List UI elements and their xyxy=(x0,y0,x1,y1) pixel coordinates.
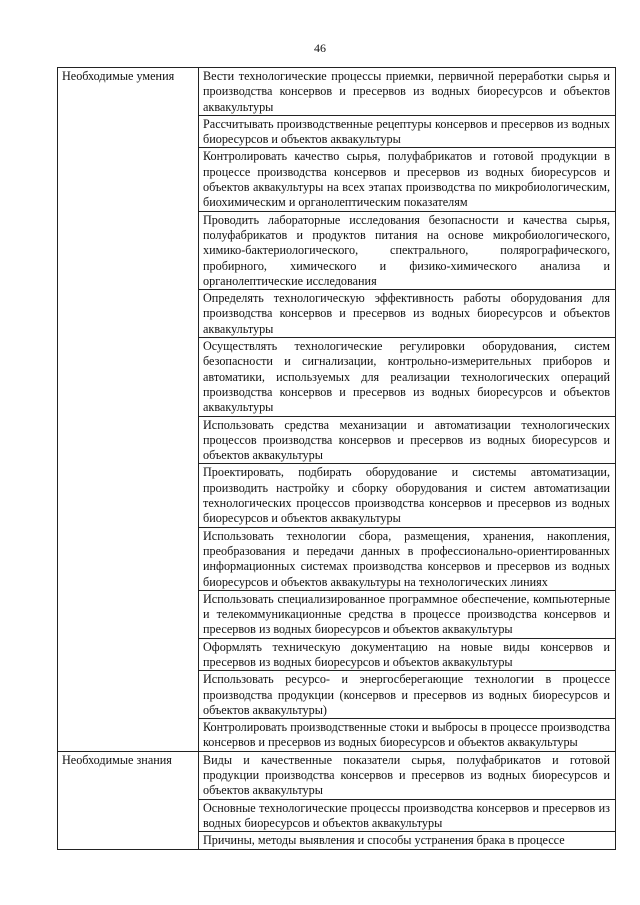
requirements-table xyxy=(57,67,616,850)
knowledge-item: Основные технологические процессы производства консервов и пресервов из водных биоресурсов и объектов аквакультуры xyxy=(199,799,616,832)
skill-item: Оформлять техническую документацию на новые виды консервов и пресервов из водных биоресурсов и объектов аквакультуры xyxy=(199,638,616,671)
page-number: 46 xyxy=(314,41,326,55)
skill-item: Проектировать, подбирать оборудование и системы автоматизации, производить настройку и сборку оборудования и систем автоматизации технологических процессов производства консервов и пресервов из водных биоресурсов и объектов аквакультуры xyxy=(199,464,616,527)
skill-item: Использовать специализированное программное обеспечение, компьютерные и телекоммуникационные средства в процессе производства консервов и пресервов из водных биоресурсов и объектов аквакультуры xyxy=(199,590,616,638)
table-row xyxy=(58,68,616,116)
skill-item: Осуществлять технологические регулировки оборудования, систем безопасности и сигнализации, контрольно-измерительных приборов и автоматики, используемых для реализации технологических операций производства консервов и пресервов из водных биоресурсов и объектов аквакультуры xyxy=(199,338,616,416)
knowledge-item: Причины, методы выявления и способы устранения брака в процессе xyxy=(199,832,616,849)
skill-item: Контролировать производственные стоки и выбросы в процессе производства консервов и пресервов из водных биоресурсов и объектов аквакультуры xyxy=(199,719,616,752)
section-label-knowledge: Необходимые знания xyxy=(58,751,199,849)
skill-item: Использовать технологии сбора, размещения, хранения, накопления, преобразования и передачи данных в профессионально-ориентированных информационных системах производства консервов и пресервов из водных биоресурсов и объектов аквакультуры на технологических линиях xyxy=(199,527,616,590)
knowledge-item: Виды и качественные показатели сырья, полуфабрикатов и готовой продукции производства консервов и пресервов из водных биоресурсов и объектов аквакультуры xyxy=(199,751,616,799)
skill-item: Определять технологическую эффективность работы оборудования для производства консервов и пресервов из водных биоресурсов и объектов аквакультуры xyxy=(199,290,616,338)
skill-item: Использовать ресурсо- и энергосберегающие технологии в процессе производства продукции (консервов и пресервов из водных биоресурсов и объектов аквакультуры) xyxy=(199,671,616,719)
skill-item: Использовать средства механизации и автоматизации технологических процессов производства консервов и пресервов из водных биоресурсов и объектов аквакультуры xyxy=(199,416,616,464)
skill-item: Контролировать качество сырья, полуфабрикатов и готовой продукции в процессе производства консервов и пресервов из водных биоресурсов и объектов аквакультуры на всех этапах производства по микробиологическим, биохимическим и органолептическим показателям xyxy=(199,148,616,211)
skill-item: Вести технологические процессы приемки, первичной переработки сырья и производства консервов и пресервов из водных биоресурсов и объектов аквакультуры xyxy=(199,68,616,116)
table-row xyxy=(58,751,616,799)
skill-item: Проводить лабораторные исследования безопасности и качества сырья, полуфабрикатов и продуктов питания на основе микробиологического, химико-бактериологического, спектрального, полярографического, пробирного, химического и физико-химического анализа и органолептические исследования xyxy=(199,211,616,289)
skill-item: Рассчитывать производственные рецептуры консервов и пресервов из водных биоресурсов и объектов аквакультуры xyxy=(199,115,616,148)
section-label-skills: Необходимые умения xyxy=(58,68,199,752)
